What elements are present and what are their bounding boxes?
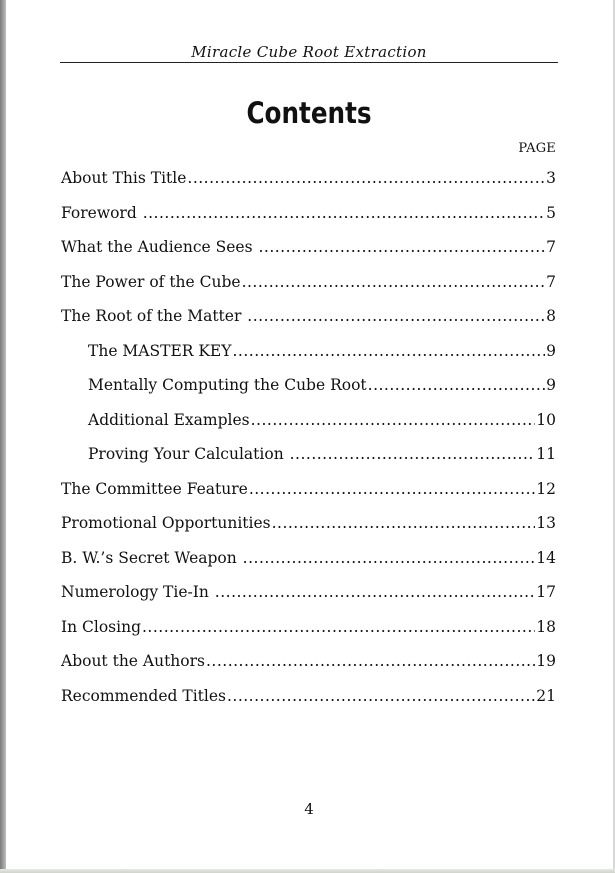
toc-entry-page: 3: [546, 169, 556, 187]
dot-leader: [242, 270, 546, 294]
toc-entry-label: Numerology Tie-In: [61, 583, 214, 601]
dot-leader: [258, 235, 545, 259]
toc-entry-label: Promotional Opportunities: [61, 514, 271, 532]
toc-entry-page: 13: [536, 514, 556, 532]
toc-entry-label: Additional Examples: [88, 410, 250, 429]
toc-entry[interactable]: [61, 511, 556, 546]
toc-subentry[interactable]: [61, 442, 556, 477]
toc-entry-label: Mentally Computing the Cube Root: [88, 376, 367, 394]
toc-entry[interactable]: [61, 684, 556, 719]
toc-entry-page: 7: [546, 238, 556, 256]
page-number: 4: [304, 800, 314, 818]
toc-entry-label: About the Authors: [61, 652, 205, 670]
toc-entry-page: 8: [546, 307, 556, 325]
toc-entry-page: 10: [536, 410, 556, 429]
toc-entry-label: About This Title: [61, 169, 187, 187]
toc-entry-label: Proving Your Calculation: [88, 445, 289, 463]
toc-entry[interactable]: [61, 546, 556, 581]
dot-leader: [251, 408, 536, 432]
dot-leader: [142, 615, 535, 639]
document-page: [6, 0, 613, 869]
toc-entry-page: 5: [546, 203, 556, 222]
dot-leader: [215, 580, 535, 604]
toc-entry[interactable]: [61, 270, 556, 305]
dot-leader: [206, 649, 535, 673]
dot-leader: [232, 339, 545, 363]
running-header: Miracle Cube Root Extraction: [191, 43, 427, 61]
toc-entry-page: 11: [536, 445, 556, 463]
toc-entry-page: 14: [536, 548, 556, 567]
toc-entry-label: B. W.’s Secret Weapon: [61, 548, 242, 567]
dot-leader: [247, 304, 545, 328]
toc-entry-label: The MASTER KEY: [88, 341, 232, 360]
dot-leader: [290, 442, 536, 466]
toc-entry-page: 19: [536, 652, 556, 670]
toc-entry-label: Foreword: [61, 203, 142, 222]
dot-leader: [187, 166, 545, 190]
toc-entry-page: 17: [536, 583, 556, 601]
toc-entry[interactable]: [61, 166, 556, 201]
toc-entry-label: The Power of the Cube: [61, 272, 241, 291]
header-rule: [60, 62, 558, 63]
toc-entry-label: The Root of the Matter: [61, 307, 247, 325]
toc-entry[interactable]: [61, 304, 556, 339]
toc-entry[interactable]: [61, 477, 556, 512]
dot-leader: [243, 546, 536, 570]
toc-entry-label: What the Audience Sees: [61, 238, 258, 256]
toc-entry-page: 9: [546, 341, 556, 360]
window-bottom-edge: [0, 869, 615, 873]
toc-subentry[interactable]: [61, 373, 556, 408]
dot-leader: [368, 373, 545, 397]
table-of-contents: [61, 166, 556, 718]
page-title: Contents: [246, 96, 372, 130]
toc-subentry[interactable]: [61, 339, 556, 374]
toc-entry-page: 18: [536, 617, 556, 636]
page-column-label: PAGE: [518, 141, 556, 156]
dot-leader: [249, 477, 535, 501]
toc-entry-page: 9: [546, 376, 556, 394]
toc-entry[interactable]: [61, 235, 556, 270]
dot-leader: [143, 201, 545, 225]
toc-entry-page: 7: [546, 272, 556, 291]
dot-leader: [227, 684, 535, 708]
toc-entry-page: 12: [536, 479, 556, 498]
toc-entry[interactable]: [61, 201, 556, 236]
toc-entry-label: The Committee Feature: [61, 479, 248, 498]
dot-leader: [272, 511, 536, 535]
toc-subentry[interactable]: [61, 408, 556, 443]
toc-entry[interactable]: [61, 580, 556, 615]
toc-entry-page: 21: [536, 686, 556, 705]
toc-entry-label: In Closing: [61, 617, 141, 636]
toc-entry[interactable]: [61, 615, 556, 650]
toc-entry[interactable]: [61, 649, 556, 684]
toc-entry-label: Recommended Titles: [61, 686, 226, 705]
